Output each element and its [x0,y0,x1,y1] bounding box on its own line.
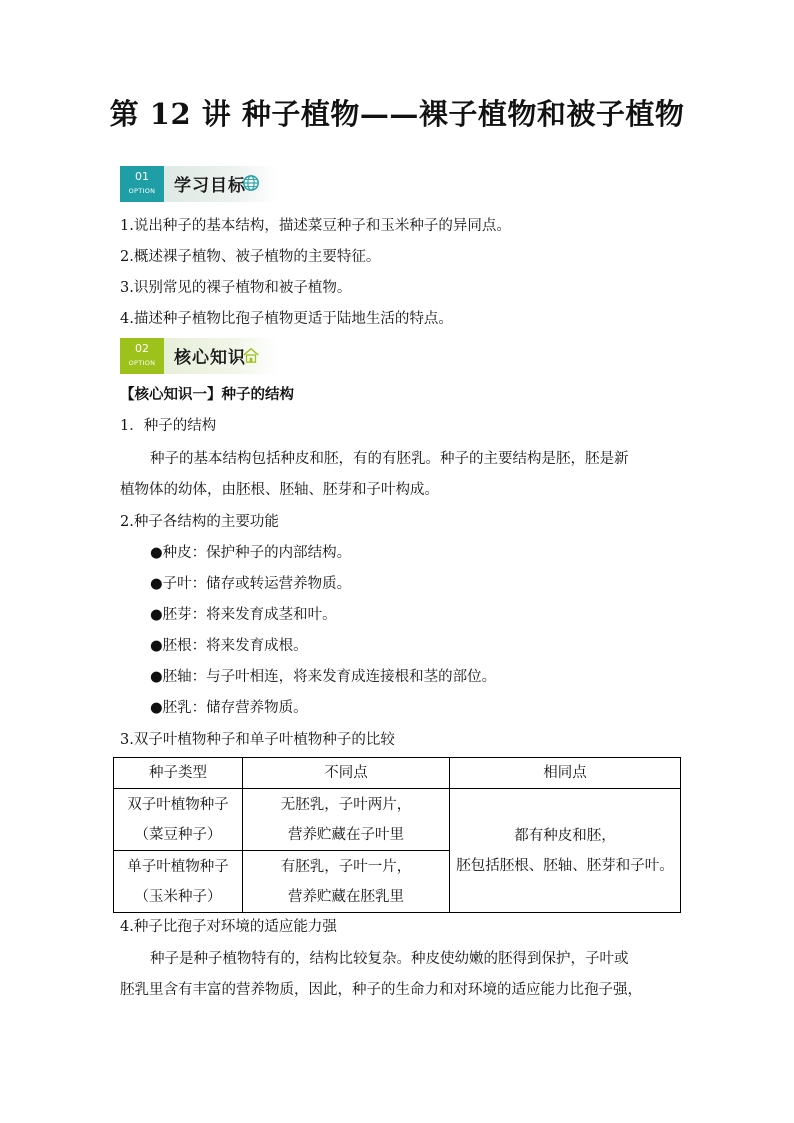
house-icon [242,346,260,364]
bullet-item: ●种皮：保护种子的内部结构。 [150,545,352,561]
table-cell-difference [243,789,450,851]
badge-label-block [164,338,278,374]
bullet-item: ●胚轴：与子叶相连，将来发育成连接根和茎的部位。 [150,669,497,685]
cell-line: 单子叶植物种子 [127,858,229,875]
comparison-table [113,757,681,913]
table-cell-difference [243,851,450,913]
goal-item: 2.概述裸子植物、被子植物的主要特征。 [120,249,381,265]
section-badge-core [120,338,278,374]
paragraph-line: 种子的基本结构包括种皮和胚，有的有胚乳。种子的主要结构是胚，胚是新 [150,451,629,467]
bullet-item: ●胚芽：将来发育成茎和叶。 [150,607,337,623]
badge-number: 01 [135,170,149,183]
badge-label-block [164,166,278,202]
badge-option-text: OPTION [128,187,156,195]
table-cell-same [450,789,681,913]
cell-line: （菜豆种子） [134,826,222,843]
cell-line: 胚包括胚根、胚轴、胚芽和子叶。 [456,857,674,874]
cell-line: （玉米种子） [134,888,222,905]
paragraph-line: 种子是种子植物特有的，结构比较复杂。种皮使幼嫩的胚得到保护，子叶或 [150,951,629,967]
badge-number: 02 [135,342,149,355]
badge-option-text: OPTION [128,359,156,367]
table-header: 相同点 [450,758,681,789]
core-heading: 【核心知识一】种子的结构 [120,386,294,403]
section-label-goals: 学习目标 [174,176,246,196]
globe-icon [242,174,260,192]
table-cell-type [114,851,243,913]
table-header: 不同点 [243,758,450,789]
bullet-item: ●子叶：储存或转运营养物质。 [150,576,352,592]
section-label-core: 核心知识 [174,348,246,368]
goal-item: 1.说出种子的基本结构，描述菜豆种子和玉米种子的异同点。 [120,218,511,234]
section-badge-goals [120,166,278,202]
page-title: 第 12 讲 种子植物——裸子植物和被子植物 [109,97,685,131]
subheading-functions: 2.种子各结构的主要功能 [120,514,279,530]
badge-number-block [120,338,164,374]
bullet-item: ●胚根：将来发育成根。 [150,638,308,654]
cell-line: 双子叶植物种子 [127,796,229,813]
cell-line: 都有种皮和胚， [514,827,616,844]
subheading-structure: 1．种子的结构 [120,418,217,434]
badge-number-block [120,166,164,202]
paragraph-line: 胚乳里含有丰富的营养物质，因此，种子的生命力和对环境的适应能力比孢子强， [120,982,642,998]
cell-line: 营养贮藏在胚乳里 [288,888,404,905]
goal-item: 3.识别常见的裸子植物和被子植物。 [120,280,352,296]
subheading-comparison: 3.双子叶植物种子和单子叶植物种子的比较 [120,732,395,748]
table-header: 种子类型 [114,758,243,789]
table-row [114,789,681,851]
table-cell-type [114,789,243,851]
cell-line: 有胚乳，子叶一片， [280,858,412,875]
cell-line: 无胚乳，子叶两片， [280,796,412,813]
paragraph-line: 植物体的幼体，由胚根、胚轴、胚芽和子叶构成。 [120,482,439,498]
bullet-item: ●胚乳：储存营养物质。 [150,700,308,716]
goal-item: 4.描述种子植物比孢子植物更适于陆地生活的特点。 [120,311,453,327]
cell-line: 营养贮藏在子叶里 [288,826,404,843]
subheading-adaptation: 4.种子比孢子对环境的适应能力强 [120,919,337,935]
table-header-row [114,758,681,789]
